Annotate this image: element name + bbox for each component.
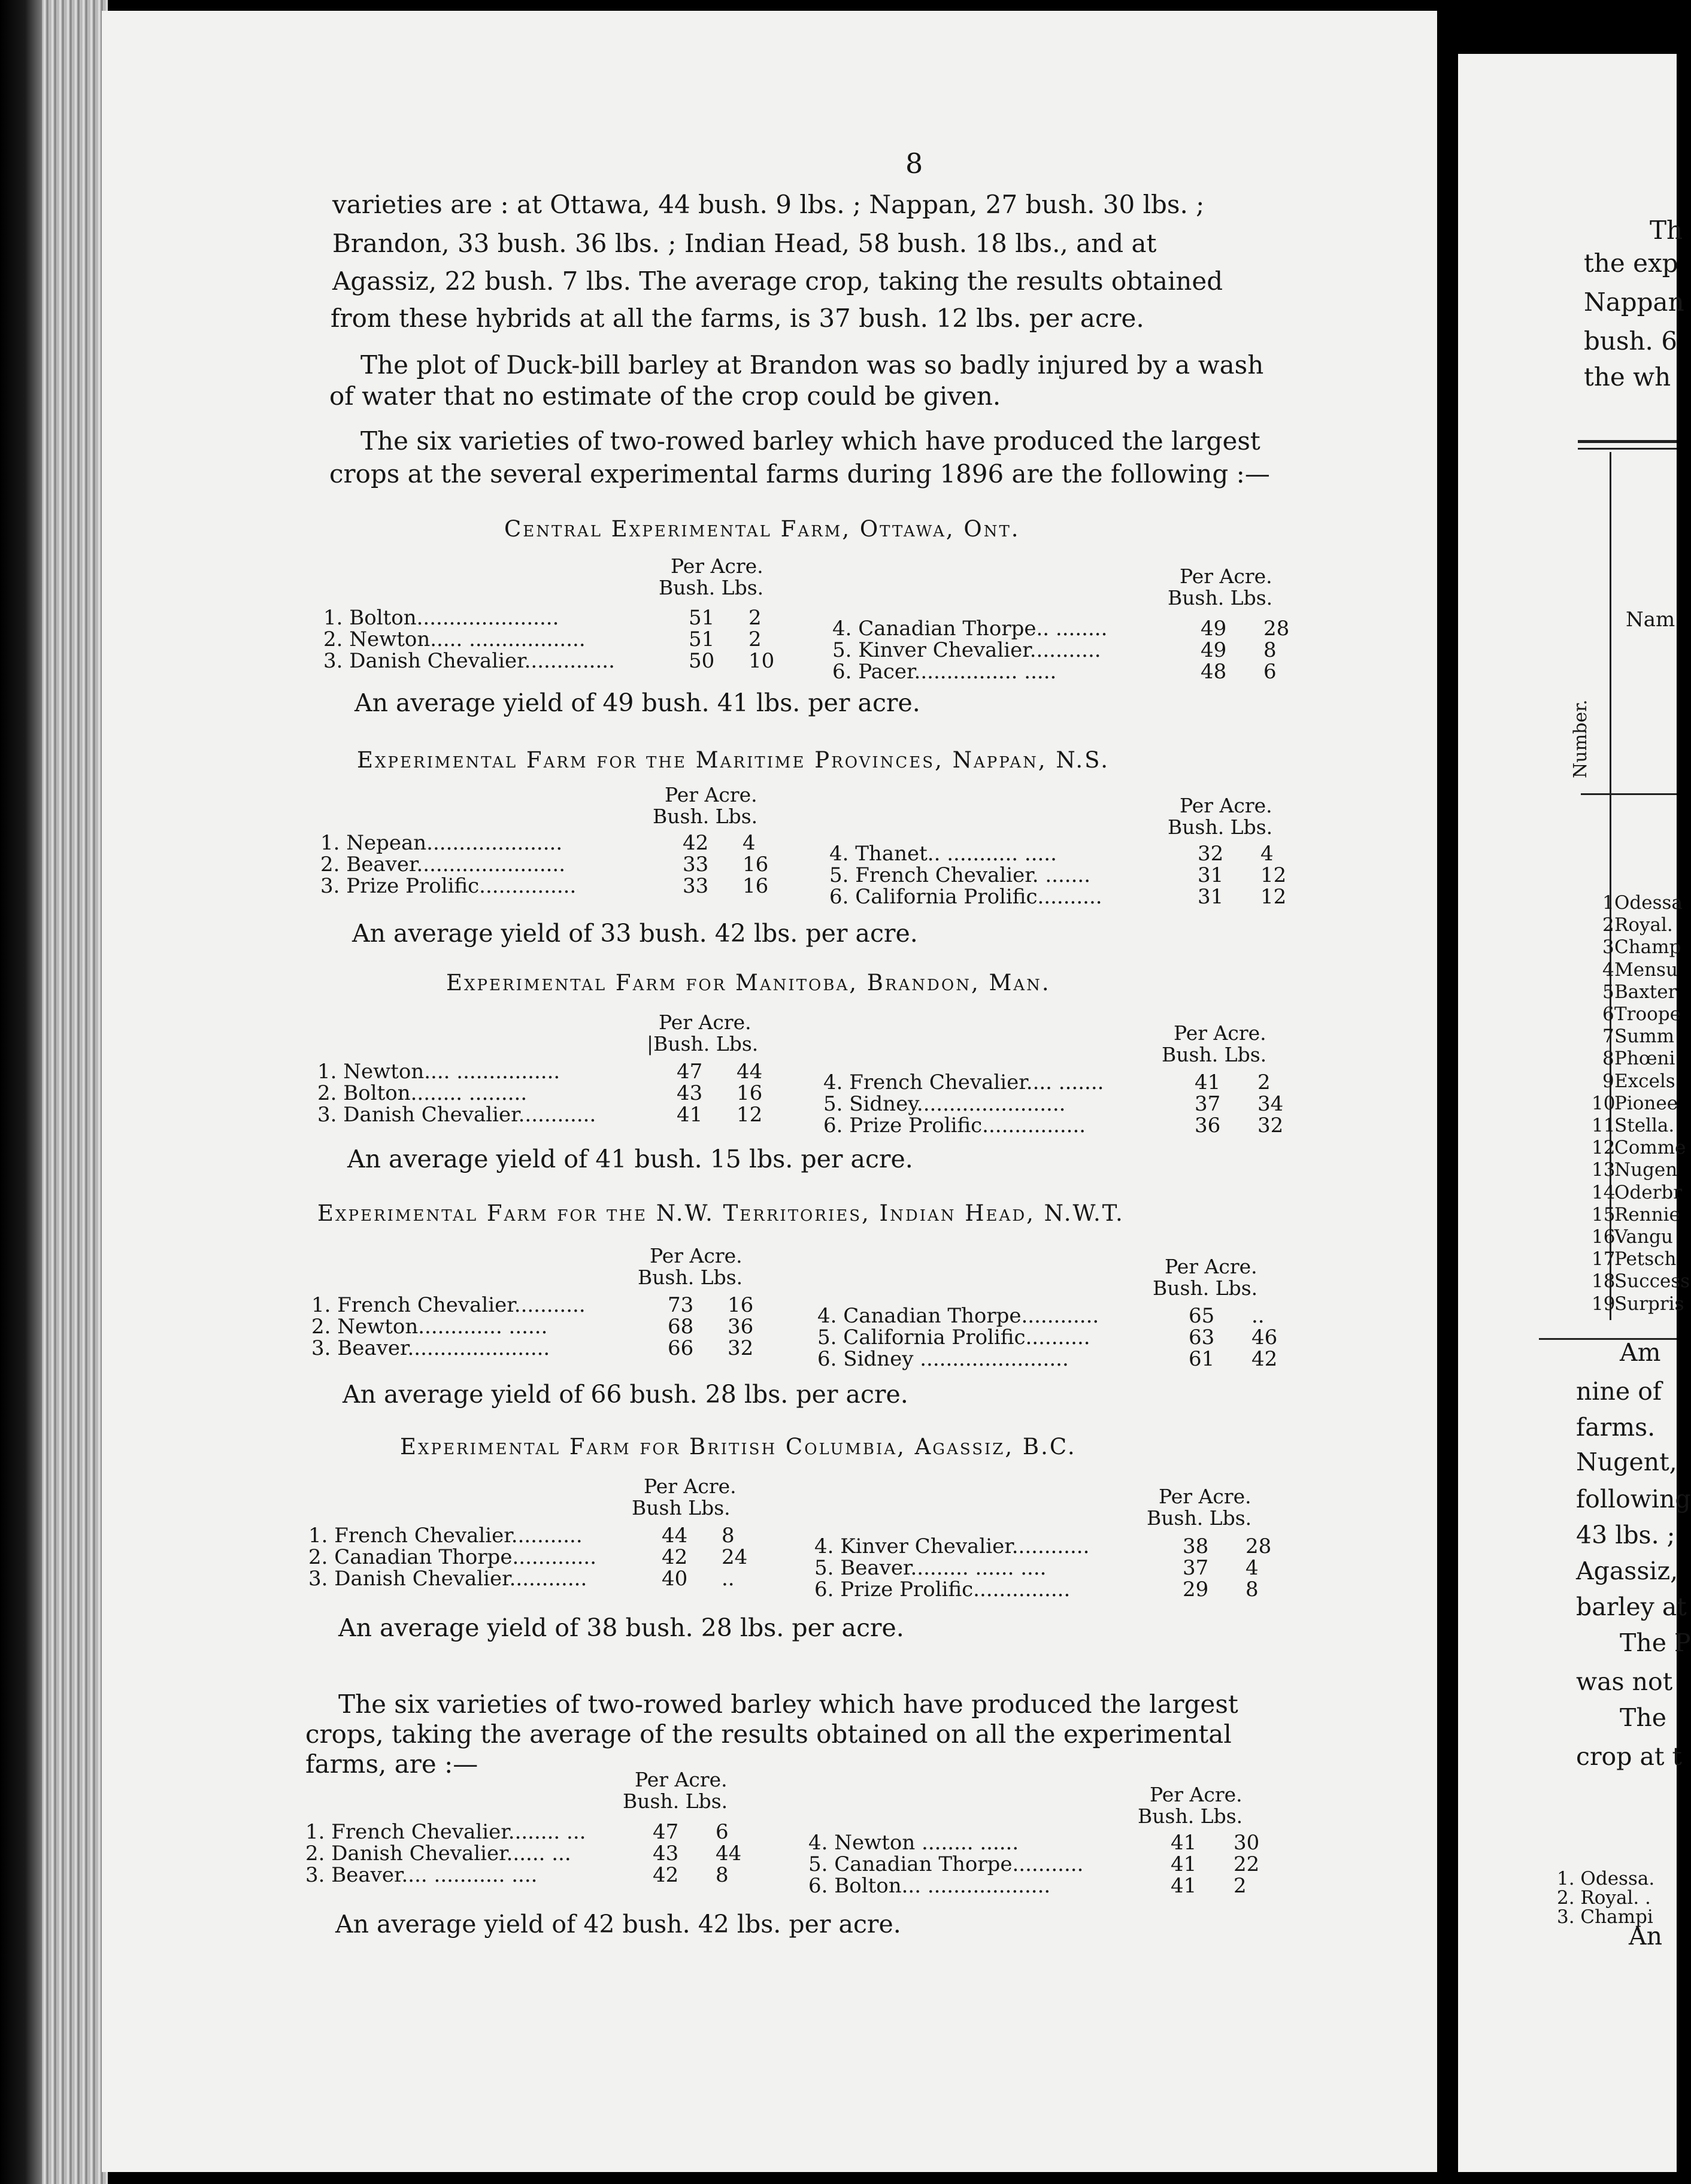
farm-heading: Experimental Farm for British Columbia, Agassiz, B.C. [400,1434,1077,1460]
bushels-value: 41 [1171,1831,1197,1855]
column-header-per-acre: Per Acre. [671,554,763,578]
variety-label: 3. Prize Prolific............... [320,874,577,898]
row-number: 3 [1602,936,1614,958]
pounds-value: 16 [737,1081,763,1105]
row-number: 12 [1592,1137,1616,1159]
variety-label: 2. Newton..... .................. [323,627,586,651]
column-header-units: Bush. Lbs. [1147,1506,1252,1530]
variety-label: 3. Beaver...................... [311,1336,550,1360]
pounds-value: 32 [1257,1114,1284,1138]
paragraph-line: Brandon, 33 bush. 36 lbs. ; Indian Head, 58 bush. 18 lbs., and at [332,229,1157,258]
row-number: 8 [1602,1048,1614,1070]
bushels-value: 66 [668,1336,694,1360]
variety-label: 5. Sidney....................... [823,1092,1066,1116]
pounds-value: 28 [1263,617,1290,641]
bushels-value: 65 [1189,1304,1215,1328]
variety-label: 5. French Chevalier. ....... [829,863,1091,887]
bushels-value: 32 [1198,842,1224,866]
average-yield: An average yield of 42 bush. 42 lbs. per acre. [335,1910,901,1939]
pounds-value: 16 [743,874,769,898]
facing-page-text: 2. Royal. . [1557,1887,1651,1909]
paragraph-line: The six varieties of two-rowed barley which have produced the largest [360,426,1260,456]
bushels-value: 47 [677,1060,703,1084]
bushels-value: 47 [653,1820,679,1844]
column-header-number: Number. [1570,699,1591,778]
bushels-value: 73 [668,1293,694,1317]
variety-label: 5. Beaver......... ...... .... [814,1556,1047,1580]
variety-name: Royal. [1614,914,1673,936]
average-yield: An average yield of 33 bush. 42 lbs. per acre. [352,919,918,948]
column-header-name: Nam [1626,608,1675,632]
column-header-per-acre: Per Acre. [1180,565,1272,588]
variety-label: 6. Pacer................ ..... [832,660,1057,684]
page-edges [42,0,108,2184]
farm-heading: Experimental Farm for the Maritime Provinces, Nappan, N.S. [357,747,1110,773]
variety-name: Rennie [1614,1203,1680,1226]
pounds-value: 24 [722,1545,748,1569]
bushels-value: 49 [1201,638,1227,662]
variety-name: Vangu [1614,1226,1673,1248]
row-number: 19 [1592,1293,1616,1315]
variety-label: 6. Prize Prolific............... [814,1578,1071,1601]
variety-label: 4. Thanet.. ........... ..... [829,842,1057,866]
farm-heading: Central Experimental Farm, Ottawa, Ont. [504,516,1020,542]
variety-name: Success [1614,1270,1690,1293]
variety-label: 4. Newton ........ ...... [808,1831,1019,1855]
variety-label: 3. Danish Chevalier............ [308,1567,587,1591]
bushels-value: 37 [1183,1556,1209,1580]
bushels-value: 37 [1195,1092,1221,1116]
variety-label: 1. Nepean..................... [320,831,563,855]
row-number: 4 [1602,958,1614,981]
pounds-value: 4 [1260,842,1274,866]
facing-page-text: Agassiz, [1576,1557,1678,1585]
column-header-units: Bush. Lbs. [1168,815,1273,839]
variety-label: 2. Beaver....................... [320,853,566,876]
bushels-value: 43 [653,1842,679,1866]
facing-page-text: the wh [1584,362,1671,392]
variety-label: 4. French Chevalier.... ....... [823,1070,1104,1094]
pounds-value: 34 [1257,1092,1284,1116]
bushels-value: 36 [1195,1114,1221,1138]
pounds-value: 10 [748,649,775,673]
bushels-value: 41 [1171,1852,1197,1876]
variety-name: Summ [1614,1026,1674,1048]
facing-page-text: Nugent, [1576,1448,1677,1476]
variety-label: 1. French Chevalier........... [311,1293,586,1317]
variety-name: Odessa [1614,892,1683,914]
pounds-value: 4 [1245,1556,1259,1580]
column-header-per-acre: Per Acre. [644,1475,737,1498]
facing-page-text: The P [1620,1628,1691,1657]
paragraph-line: The six varieties of two-rowed barley which have produced the largest [338,1689,1238,1719]
farm-heading: Experimental Farm for the N.W. Territories, Indian Head, N.W.T. [317,1200,1125,1226]
variety-name: Phœni [1614,1048,1675,1070]
bushels-value: 51 [689,606,715,630]
variety-label: 5. California Prolific.......... [817,1325,1090,1349]
bushels-value: 33 [683,853,709,876]
column-header-units: Bush. Lbs. [623,1789,728,1813]
average-yield: An average yield of 41 bush. 15 lbs. per acre. [347,1145,913,1173]
variety-label: 2. Danish Chevalier...... ... [305,1842,571,1866]
pounds-value: 46 [1251,1325,1278,1349]
paragraph-line: of water that no estimate of the crop could be given. [329,381,1001,411]
average-yield: An average yield of 49 bush. 41 lbs. per acre. [354,688,920,717]
bushels-value: 44 [662,1524,688,1548]
pounds-value: 8 [722,1524,735,1548]
bushels-value: 42 [662,1545,688,1569]
row-number: 17 [1592,1248,1616,1270]
bushels-value: 63 [1189,1325,1215,1349]
bushels-value: 50 [689,649,715,673]
facing-page-text: farms. [1576,1413,1656,1442]
bushels-value: 31 [1198,863,1224,887]
row-number: 13 [1592,1159,1616,1181]
facing-page-text: The [1620,1703,1667,1732]
bushels-value: 40 [662,1567,688,1591]
variety-label: 1. Newton.... ................ [317,1060,560,1084]
row-number: 5 [1602,981,1614,1003]
column-header-units: Bush. Lbs. [653,805,758,828]
column-header-units: |Bush. Lbs. [647,1032,759,1055]
column-header-units: Bush Lbs. [632,1496,731,1519]
binding-shadow [0,0,42,2184]
variety-label: 6. Prize Prolific................ [823,1114,1086,1138]
facing-page-text: the exp [1584,248,1678,278]
bushels-value: 49 [1201,617,1227,641]
pounds-value: 8 [1245,1578,1259,1601]
bushels-value: 41 [1171,1874,1197,1898]
bushels-value: 29 [1183,1578,1209,1601]
column-header-units: Bush. Lbs. [1162,1043,1267,1066]
variety-label: 3. Danish Chevalier............ [317,1103,596,1127]
facing-page-text: 43 lbs. ; [1576,1521,1675,1549]
column-header-per-acre: Per Acre. [659,1011,751,1034]
pounds-value: 44 [737,1060,763,1084]
column-header-units: Bush. Lbs. [1153,1276,1258,1300]
row-number: 18 [1592,1270,1616,1293]
facing-page-text: 1. Odessa. [1557,1868,1655,1889]
pounds-value: 6 [1263,660,1277,684]
pounds-value: 16 [743,853,769,876]
variety-label: 3. Danish Chevalier.............. [323,649,615,673]
facing-page-text: Th [1650,216,1683,245]
column-header-per-acre: Per Acre. [1165,1255,1257,1278]
facing-page-text: 3. Champi [1557,1906,1653,1928]
bushels-value: 68 [668,1315,694,1339]
row-number: 11 [1592,1115,1616,1136]
farm-heading: Experimental Farm for Manitoba, Brandon, Man. [446,970,1051,996]
pounds-value: 36 [728,1315,754,1339]
variety-label: 4. Kinver Chevalier............ [814,1534,1090,1558]
pounds-value: 2 [748,606,762,630]
row-number: 9 [1602,1070,1614,1092]
column-header-per-acre: Per Acre. [650,1244,743,1267]
page-number: 8 [905,147,923,180]
table-rule [1578,440,1677,443]
column-header-per-acre: Per Acre. [1174,1021,1266,1045]
pounds-value: 6 [716,1820,729,1844]
facing-page-text: following [1576,1485,1691,1513]
bushels-value: 42 [683,831,709,855]
column-header-units: Bush. Lbs. [1168,586,1273,609]
facing-page-text: An [1629,1922,1663,1951]
variety-name: Comme [1614,1137,1686,1159]
pounds-value: 16 [728,1293,754,1317]
row-number: 16 [1592,1226,1616,1248]
row-number: 6 [1602,1003,1614,1025]
pounds-value: 4 [743,831,756,855]
pounds-value: 12 [737,1103,763,1127]
bushels-value: 38 [1183,1534,1209,1558]
variety-name: Troope [1614,1003,1681,1025]
paragraph-line: farms, are :— [305,1749,478,1779]
column-header-per-acre: Per Acre. [635,1768,728,1791]
variety-label: 3. Beaver.... ........... .... [305,1863,538,1887]
variety-label: 6. Bolton... ................... [808,1874,1051,1898]
pounds-value: 8 [1263,638,1277,662]
bushels-value: 61 [1189,1347,1215,1371]
column-header-per-acre: Per Acre. [1150,1783,1243,1806]
facing-page-text: nine of [1576,1377,1662,1406]
variety-name: Mensu [1614,958,1678,981]
variety-label: 5. Kinver Chevalier........... [832,638,1101,662]
variety-name: Surpris [1614,1293,1684,1315]
paragraph-line: Agassiz, 22 bush. 7 lbs. The average crop, taking the results obtained [332,266,1223,296]
facing-page-text: was not [1576,1667,1673,1696]
bushels-value: 42 [653,1863,679,1887]
facing-page-text: crop at t [1576,1742,1682,1771]
bushels-value: 41 [1195,1070,1221,1094]
paragraph-line: crops, taking the average of the results obtained on all the experimental [305,1719,1232,1749]
column-header-per-acre: Per Acre. [665,783,757,806]
pounds-value: 32 [728,1336,754,1360]
column-header-units: Bush. Lbs. [1138,1804,1243,1828]
pounds-value: 28 [1245,1534,1272,1558]
facing-page-text: barley at [1576,1592,1687,1621]
variety-label: 1. French Chevalier........... [308,1524,583,1548]
pounds-value: 12 [1260,885,1287,909]
variety-label: 5. Canadian Thorpe........... [808,1852,1084,1876]
variety-name: Stella. [1614,1115,1675,1136]
row-number: 7 [1602,1026,1614,1048]
pounds-value: 30 [1234,1831,1260,1855]
variety-label: 1. Bolton...................... [323,606,559,630]
variety-label: 1. French Chevalier........ ... [305,1820,586,1844]
variety-label: 4. Canadian Thorpe.. ........ [832,617,1108,641]
variety-name: Baxter [1614,981,1677,1003]
bushels-value: 48 [1201,660,1227,684]
pounds-value: 2 [748,627,762,651]
pounds-value: 22 [1234,1852,1260,1876]
variety-label: 2. Newton............. ...... [311,1315,548,1339]
variety-name: Champ [1614,936,1681,958]
pounds-value: .. [722,1567,735,1591]
table-rule [1581,793,1677,795]
variety-label: 2. Canadian Thorpe............. [308,1545,596,1569]
variety-label: 6. California Prolific.......... [829,885,1102,909]
variety-name: Nugen [1614,1159,1678,1181]
paragraph-line: varieties are : at Ottawa, 44 bush. 9 lbs. ; Nappan, 27 bush. 30 lbs. ; [332,190,1205,219]
variety-label: 2. Bolton........ ......... [317,1081,528,1105]
row-number: 1 [1602,892,1614,914]
variety-name: Excels [1614,1070,1675,1092]
pounds-value: 2 [1234,1874,1247,1898]
variety-name: Oderbr [1614,1181,1683,1203]
variety-name: Pionee [1614,1092,1678,1114]
average-yield: An average yield of 38 bush. 28 lbs. per acre. [338,1613,904,1642]
variety-name: Petsch [1614,1248,1677,1270]
row-number: 14 [1592,1181,1616,1203]
pounds-value: 12 [1260,863,1287,887]
facing-page-text: Am [1620,1338,1661,1367]
facing-page-text: Nappan [1584,287,1684,317]
pounds-value: 44 [716,1842,742,1866]
bushels-value: 43 [677,1081,703,1105]
variety-label: 4. Canadian Thorpe............ [817,1304,1099,1328]
variety-label: 6. Sidney ....................... [817,1347,1069,1371]
paragraph-line: The plot of Duck-bill barley at Brandon was so badly injured by a wash [360,350,1264,380]
pounds-value: 8 [716,1863,729,1887]
paragraph-line: from these hybrids at all the farms, is 37 bush. 12 lbs. per acre. [331,304,1144,333]
bushels-value: 31 [1198,885,1224,909]
facing-page-text: bush. 6 [1584,326,1677,356]
pounds-value: .. [1251,1304,1265,1328]
table-rule [1578,448,1677,450]
column-header-per-acre: Per Acre. [1159,1485,1251,1508]
row-number: 15 [1592,1203,1616,1226]
bushels-value: 41 [677,1103,703,1127]
average-yield: An average yield of 66 bush. 28 lbs. per acre. [343,1380,908,1409]
row-number: 2 [1602,914,1614,936]
paragraph-line: crops at the several experimental farms during 1896 are the following :— [329,459,1270,489]
column-header-units: Bush. Lbs. [638,1266,743,1289]
bushels-value: 33 [683,874,709,898]
column-header-per-acre: Per Acre. [1180,794,1272,817]
bushels-value: 51 [689,627,715,651]
pounds-value: 42 [1251,1347,1278,1371]
column-header-units: Bush. Lbs. [659,576,764,599]
pounds-value: 2 [1257,1070,1271,1094]
row-number: 10 [1592,1092,1616,1114]
